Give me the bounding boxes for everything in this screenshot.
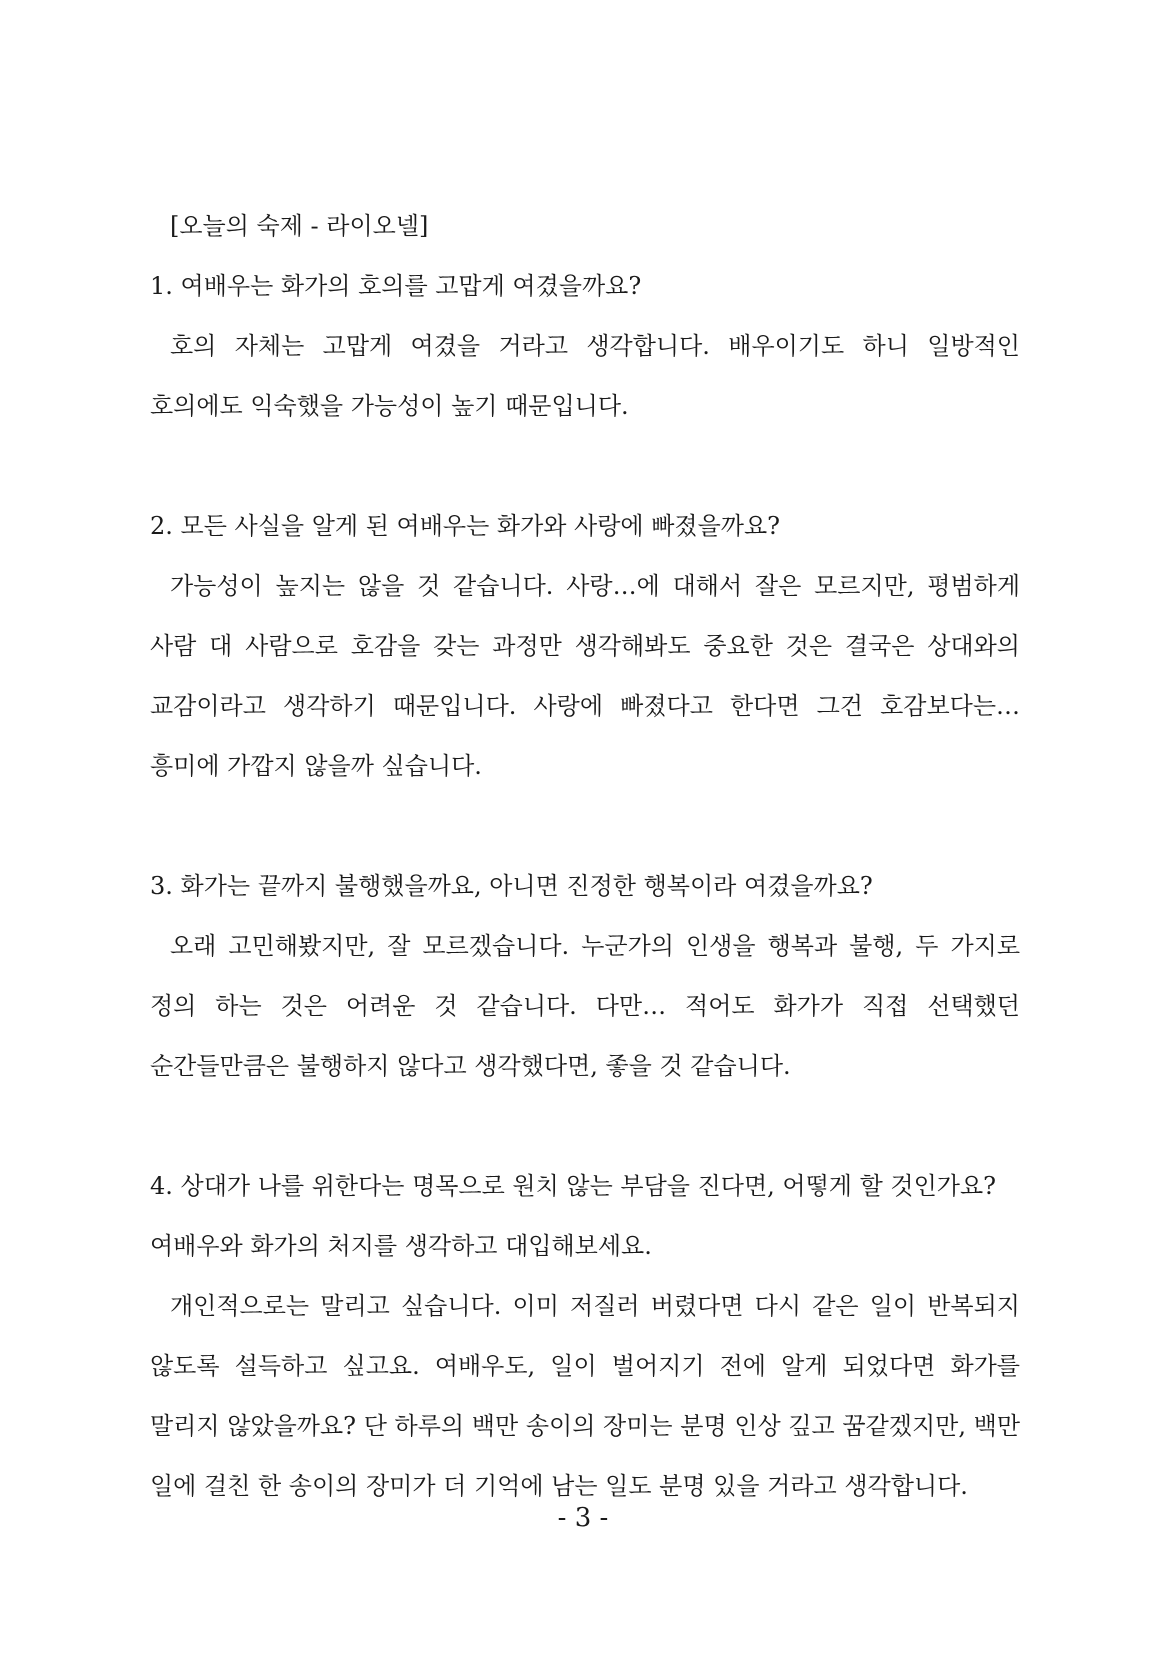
answer-1: 호의 자체는 고맙게 여겼을 거라고 생각합니다. 배우이기도 하니 일방적인 호의에도 익숙했을 가능성이 높기 때문입니다. bbox=[150, 332, 1020, 420]
qa-section-2 bbox=[150, 496, 1020, 796]
question-2: 2. 모든 사실을 알게 된 여배우는 화가와 사랑에 빠졌을까요? bbox=[150, 512, 781, 540]
question-1: 1. 여배우는 화가의 호의를 고맙게 여겼을까요? bbox=[150, 272, 642, 300]
question-4-line-2: 여배우와 화가의 처지를 생각하고 대입해보세요. bbox=[150, 1232, 652, 1260]
answer-4: 개인적으로는 말리고 싶습니다. 이미 저질러 버렸다면 다시 같은 일이 반복되지 않도록 설득하고 싶고요. 여배우도, 일이 벌어지기 전에 알게 되었다면 화가를 말리지 않았을까요? 단 하루의 백만 송이의 장미는 분명 인상 깊고 꿈같겠지만, 백만 일에 걸친 한 송이의 장미가 더 기억에 남는 일도 분명 있을 거라고 생각합니다. bbox=[150, 1292, 1020, 1500]
section-spacer bbox=[150, 436, 1020, 496]
page-number: - 3 - bbox=[557, 1503, 609, 1533]
qa-section-1 bbox=[150, 256, 1020, 436]
qa-section-4 bbox=[150, 1156, 1020, 1516]
question-4: 4. 상대가 나를 위한다는 명목으로 원치 않는 부담을 진다면, 어떻게 할 것인가요? bbox=[150, 1172, 997, 1200]
section-spacer bbox=[150, 1096, 1020, 1156]
answer-2: 가능성이 높지는 않을 것 같습니다. 사랑…에 대해서 잘은 모르지만, 평범하게 사람 대 사람으로 호감을 갖는 과정만 생각해봐도 중요한 것은 결국은 상대와의 교감이라고 생각하기 때문입니다. 사랑에 빠졌다고 한다면 그건 호감보다는… 흥미에 가깝지 않을까 싶습니다. bbox=[150, 572, 1020, 780]
document-body bbox=[150, 196, 1020, 1516]
answer-3: 오래 고민해봤지만, 잘 모르겠습니다. 누군가의 인생을 행복과 불행, 두 가지로 정의 하는 것은 어려운 것 같습니다. 다만… 적어도 화가가 직접 선택했던 순간들만큼은 불행하지 않다고 생각했다면, 좋을 것 같습니다. bbox=[150, 932, 1020, 1080]
question-3: 3. 화가는 끝까지 불행했을까요, 아니면 진정한 행복이라 여겼을까요? bbox=[150, 872, 873, 900]
document-header: [오늘의 숙제 - 라이오넬] bbox=[170, 212, 429, 240]
section-spacer bbox=[150, 796, 1020, 856]
qa-section-3 bbox=[150, 856, 1020, 1096]
